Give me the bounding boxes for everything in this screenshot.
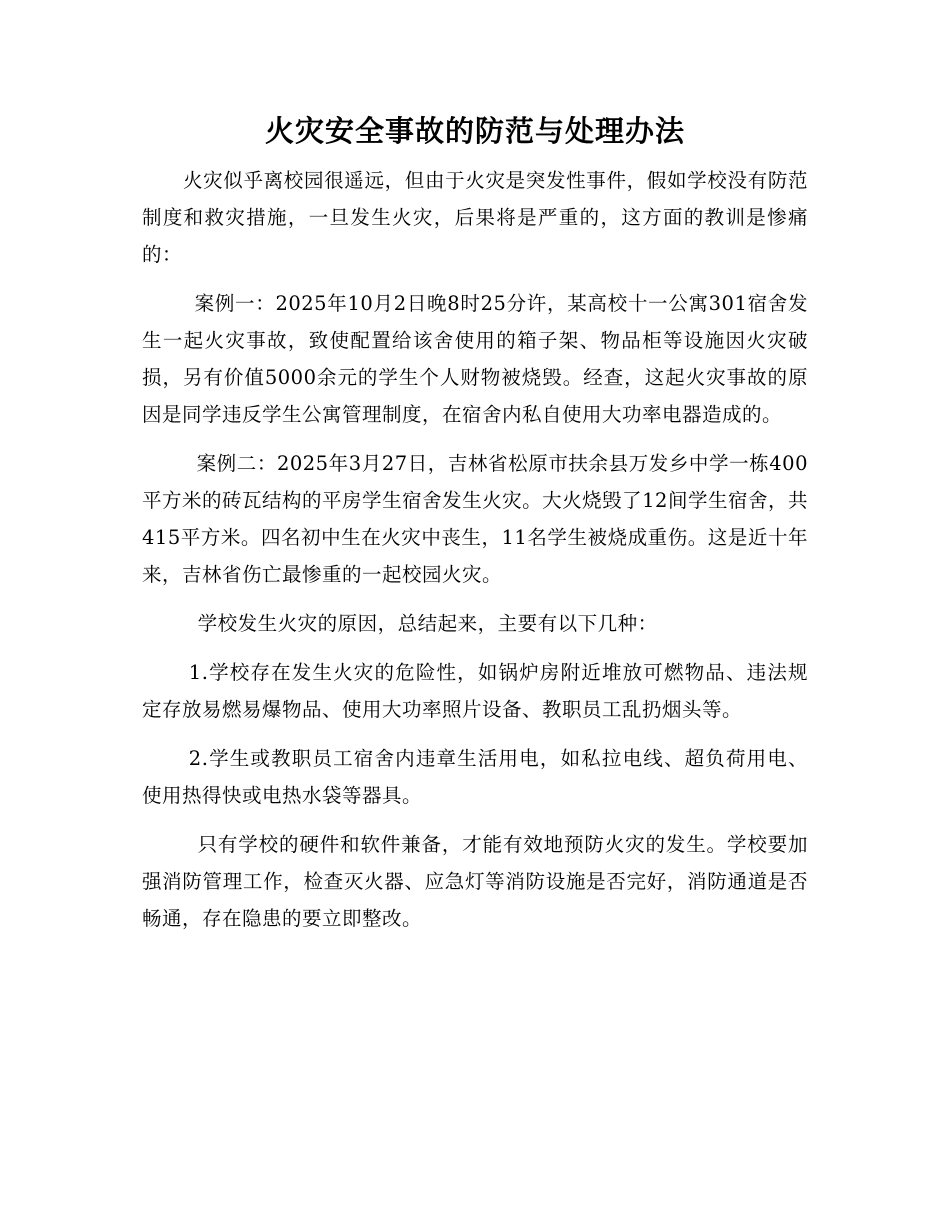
document-title: 火灾安全事故的防范与处理办法 [264, 114, 685, 148]
paragraph-intro: 火灾似乎离校园很遥远，但由于火灾是突发性事件，假如学校没有防范制度和救灾措施，一旦发生火灾，后果将是严重的，这方面的教训是惨痛的： [142, 169, 808, 266]
paragraph-cause-one: 1.学校存在发生火灾的危险性，如锅炉房附近堆放可燃物品、违法规定存放易燃易爆物品、使用大功率照片设备、教职员工乱扔烟头等。 [142, 661, 808, 721]
paragraph-cause-two: 2.学生或教职员工宿舍内违章生活用电，如私拉电线、超负荷用电、使用热得快或电热水袋等器具。 [142, 747, 808, 807]
paragraph-case-one: 案例一：2025年10月2日晚8时25分许，某高校十一公寓301宿舍发生一起火灾事故，致使配置给该舍使用的箱子架、物品柜等设施因火灾破损，另有价值5000余元的学生个人财物被烧毁。经查，这起火灾事故的原因是同学违反学生公寓管理制度，在宿舍内私自使用大功率电器造成的。 [142, 292, 808, 426]
paragraph-case-two: 案例二：2025年3月27日，吉林省松原市扶余县万发乡中学一栋400平方米的砖瓦结构的平房学生宿舍发生火灾。大火烧毁了12间学生宿舍，共415平方米。四名初中生在火灾中丧生，11名学生被烧成重伤。这是近十年来，吉林省伤亡最惨重的一起校园火灾。 [142, 452, 808, 586]
document-page [142, 108, 808, 949]
paragraph-causes-summary: 学校发生火灾的原因，总结起来，主要有以下几种： [197, 612, 658, 635]
paragraph-prevention: 只有学校的硬件和软件兼备，才能有效地预防火灾的发生。学校要加强消防管理工作，检查灭火器、应急灯等消防设施是否完好，消防通道是否畅通，存在隐患的要立即整改。 [142, 833, 808, 930]
